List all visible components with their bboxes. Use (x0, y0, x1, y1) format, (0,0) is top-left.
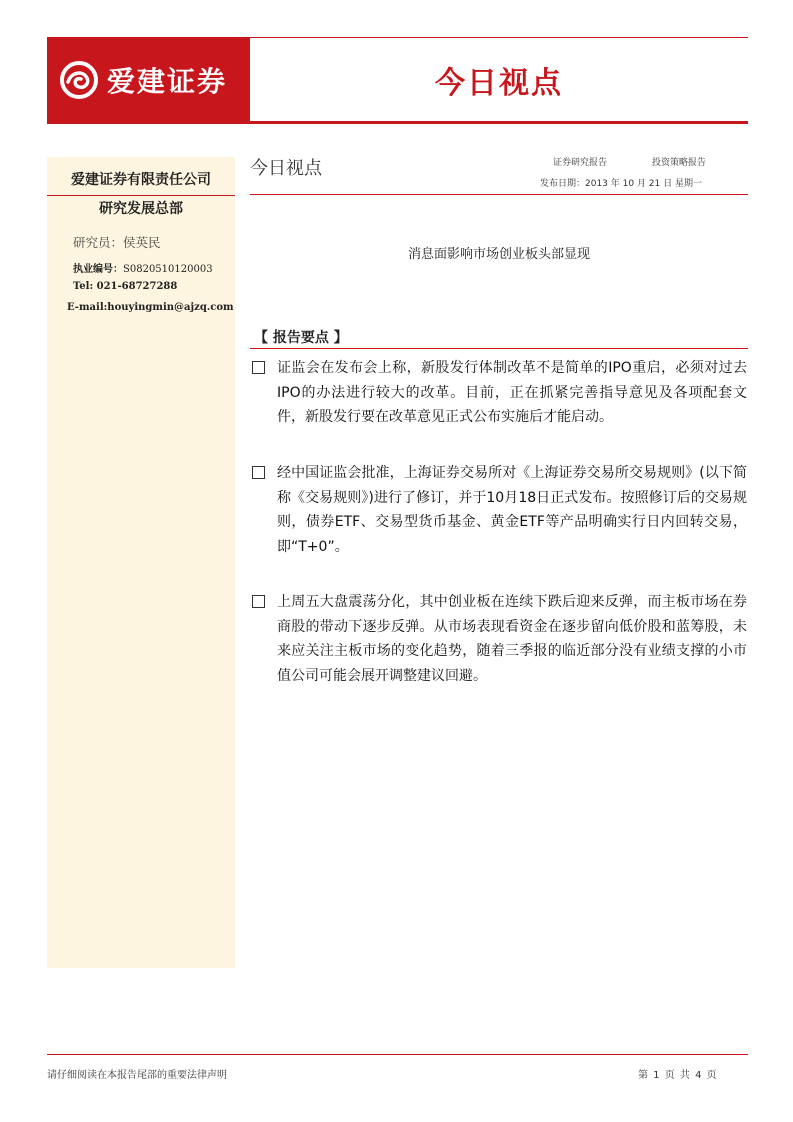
key-point-text: 上周五大盘震荡分化，其中创业板在连续下跌后迎来反弹，而主板市场在券商股的带动下逐步反弹。从市场表现看资金在逐步留向低价股和蓝筹股，未来应关注主板市场的变化趋势，随着三季报的临近部分没有业绩支撑的小市值公司可能会展开调整建议回避。 (277, 594, 747, 684)
footer-rule (47, 1054, 748, 1055)
sidebar-divider (47, 195, 235, 196)
header-bottom-rule (47, 121, 748, 124)
checkbox-bullet-icon (252, 361, 265, 374)
report-headline: 消息面影响市场创业板头部显现 (407, 247, 590, 262)
page-title: 今日视点 (435, 66, 563, 101)
sidebar (47, 157, 235, 968)
license-number (73, 260, 213, 275)
license-value: S0820510120003 (123, 264, 213, 275)
analyst-name: 研究员：侯英民 (73, 235, 161, 250)
report-type: 证券研究报告 (553, 158, 608, 168)
legal-disclaimer: 请仔细阅读在本报告尾部的重要法律声明 (47, 1070, 227, 1081)
subheader-rule (250, 194, 748, 195)
page-number: 第 1 页 共 4 页 (638, 1070, 718, 1081)
section-rule (250, 348, 748, 349)
checkbox-bullet-icon (252, 595, 265, 608)
checkbox-bullet-icon (252, 466, 265, 479)
brand-logo (47, 38, 250, 122)
report-category: 投资策略报告 (652, 158, 707, 168)
brand-name: 爱建证券 (107, 65, 228, 98)
list-item (252, 590, 752, 688)
analyst-tel: Tel: 021-68727288 (73, 281, 178, 292)
publish-date: 发布日期：2013 年 10 月 21 日 星期一 (540, 179, 702, 189)
analyst-email: E-mail:houyingmin@ajzq.com (67, 302, 234, 313)
logo-swirl-icon (59, 60, 99, 100)
key-point-text: 经中国证监会批准，上海证券交易所对《上海证券交易所交易规则》(以下简称《交易规则》)进行了修订，并于10月18日正式发布。按照修订后的交易规则，债券ETF、交易型货币基金、黄金ETF等产品明确实行日内回转交易，即“T+0”。 (277, 465, 747, 555)
list-item (252, 461, 752, 559)
key-point-text: 证监会在发布会上称，新股发行体制改革不是简单的IPO重启，必须对过去IPO的办法进行较大的改革。目前，正在抓紧完善指导意见及各项配套文件，新股发行要在改革意见正式公布实施后才能启动。 (277, 360, 747, 425)
report-subtitle: 今日视点 (250, 158, 322, 179)
company-name: 爱建证券有限责任公司 (71, 172, 211, 188)
list-item (252, 356, 752, 430)
section-heading: 【 报告要点 】 (254, 330, 348, 346)
department-name: 研究发展总部 (99, 201, 183, 217)
license-label: 执业编号： (73, 264, 123, 275)
